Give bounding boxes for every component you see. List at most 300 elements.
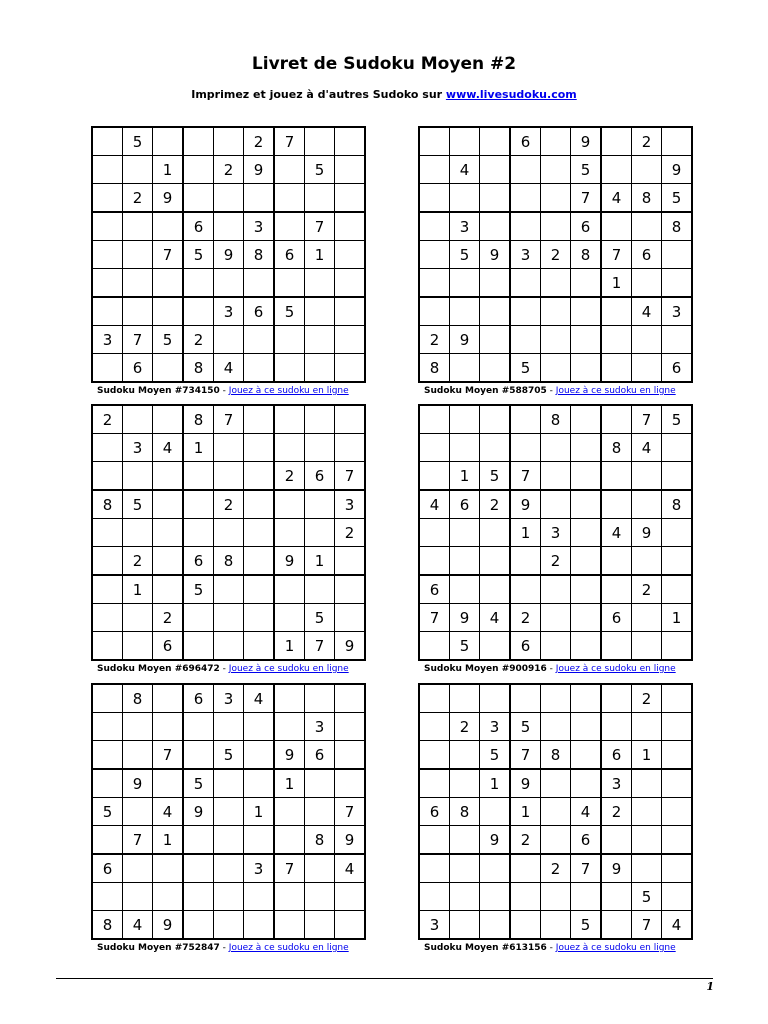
grid-cell bbox=[214, 883, 244, 911]
sudoku-grid bbox=[91, 683, 366, 940]
grid-cell: 6 bbox=[305, 741, 335, 770]
grid-cell bbox=[214, 826, 244, 855]
grid-cell: 8 bbox=[662, 490, 693, 519]
grid-cell: 9 bbox=[632, 519, 662, 547]
grid-cell bbox=[571, 632, 602, 661]
grid-cell bbox=[480, 632, 511, 661]
grid-cell bbox=[632, 462, 662, 491]
grid-cell: 2 bbox=[541, 854, 571, 883]
grid-cell bbox=[274, 519, 305, 547]
puzzle-caption bbox=[97, 664, 353, 674]
grid-cell: 2 bbox=[601, 798, 632, 826]
grid-cell: 6 bbox=[571, 826, 602, 855]
grid-row bbox=[419, 826, 692, 855]
grid-cell: 5 bbox=[450, 241, 480, 269]
grid-cell bbox=[662, 519, 693, 547]
grid-cell bbox=[335, 184, 366, 213]
grid-cell bbox=[480, 184, 511, 213]
grid-cell bbox=[214, 798, 244, 826]
grid-cell: 6 bbox=[183, 547, 214, 576]
grid-row bbox=[92, 269, 365, 298]
grid-cell: 5 bbox=[183, 241, 214, 269]
grid-row bbox=[92, 127, 365, 156]
grid-cell bbox=[305, 911, 335, 940]
grid-cell bbox=[274, 575, 305, 604]
grid-cell bbox=[305, 798, 335, 826]
grid-cell: 8 bbox=[450, 798, 480, 826]
grid-row bbox=[92, 883, 365, 911]
grid-cell bbox=[601, 713, 632, 741]
grid-cell bbox=[662, 713, 693, 741]
grid-cell: 6 bbox=[571, 212, 602, 241]
livesudoku-link[interactable]: www.livesudoku.com bbox=[445, 88, 577, 101]
grid-cell: 5 bbox=[274, 297, 305, 326]
grid-cell bbox=[601, 632, 632, 661]
grid-cell bbox=[601, 883, 632, 911]
grid-cell bbox=[571, 684, 602, 713]
grid-cell bbox=[274, 326, 305, 354]
grid-cell: 3 bbox=[123, 434, 153, 462]
grid-cell: 2 bbox=[123, 547, 153, 576]
grid-cell bbox=[92, 741, 123, 770]
grid-cell: 5 bbox=[480, 462, 511, 491]
grid-cell: 4 bbox=[450, 156, 480, 184]
grid-cell bbox=[214, 632, 244, 661]
grid-cell bbox=[450, 184, 480, 213]
grid-cell bbox=[183, 184, 214, 213]
grid-cell: 9 bbox=[450, 326, 480, 354]
grid-cell bbox=[601, 462, 632, 491]
grid-cell: 2 bbox=[510, 826, 541, 855]
grid-cell bbox=[335, 405, 366, 434]
grid-cell bbox=[510, 326, 541, 354]
grid-cell bbox=[662, 269, 693, 298]
page-subtitle bbox=[0, 88, 768, 101]
grid-cell: 2 bbox=[214, 490, 244, 519]
grid-cell bbox=[335, 911, 366, 940]
grid-cell bbox=[571, 269, 602, 298]
grid-cell bbox=[450, 769, 480, 798]
grid-cell bbox=[183, 156, 214, 184]
grid-cell bbox=[419, 184, 450, 213]
grid-cell bbox=[305, 854, 335, 883]
grid-row bbox=[419, 798, 692, 826]
grid-cell bbox=[632, 769, 662, 798]
grid-cell bbox=[541, 826, 571, 855]
grid-cell bbox=[571, 575, 602, 604]
grid-cell bbox=[450, 826, 480, 855]
grid-row bbox=[419, 490, 692, 519]
grid-cell: 4 bbox=[123, 911, 153, 940]
grid-cell bbox=[632, 826, 662, 855]
sudoku-grid bbox=[418, 126, 693, 383]
grid-cell bbox=[419, 883, 450, 911]
grid-row bbox=[92, 826, 365, 855]
grid-cell bbox=[335, 297, 366, 326]
grid-cell bbox=[541, 156, 571, 184]
play-online-link[interactable]: Jouez à ce sudoku en ligne bbox=[555, 386, 676, 396]
grid-cell: 9 bbox=[123, 769, 153, 798]
grid-cell: 4 bbox=[153, 434, 184, 462]
grid-cell bbox=[601, 826, 632, 855]
grid-cell bbox=[662, 854, 693, 883]
grid-cell bbox=[541, 575, 571, 604]
grid-cell bbox=[305, 575, 335, 604]
sudoku-puzzle-1 bbox=[91, 126, 353, 396]
grid-cell bbox=[214, 462, 244, 491]
grid-cell bbox=[244, 405, 275, 434]
grid-cell: 4 bbox=[601, 519, 632, 547]
grid-cell bbox=[153, 212, 184, 241]
grid-cell: 5 bbox=[662, 184, 693, 213]
sudoku-puzzle-2 bbox=[418, 126, 680, 396]
grid-cell bbox=[571, 769, 602, 798]
grid-cell bbox=[244, 713, 275, 741]
grid-cell: 8 bbox=[123, 684, 153, 713]
grid-cell: 3 bbox=[335, 490, 366, 519]
grid-cell bbox=[274, 434, 305, 462]
play-online-link[interactable]: Jouez à ce sudoku en ligne bbox=[228, 943, 349, 953]
grid-row bbox=[419, 462, 692, 491]
grid-cell bbox=[662, 575, 693, 604]
grid-cell bbox=[335, 684, 366, 713]
grid-cell bbox=[662, 798, 693, 826]
grid-cell: 7 bbox=[305, 632, 335, 661]
grid-cell: 1 bbox=[632, 741, 662, 770]
grid-cell: 2 bbox=[632, 684, 662, 713]
grid-cell bbox=[123, 297, 153, 326]
grid-cell bbox=[419, 269, 450, 298]
grid-cell bbox=[274, 354, 305, 383]
grid-cell bbox=[92, 547, 123, 576]
grid-cell: 2 bbox=[632, 127, 662, 156]
grid-cell bbox=[214, 604, 244, 632]
grid-cell bbox=[601, 297, 632, 326]
grid-cell bbox=[183, 462, 214, 491]
grid-cell bbox=[662, 462, 693, 491]
grid-row bbox=[419, 741, 692, 770]
grid-cell: 9 bbox=[510, 769, 541, 798]
grid-cell: 4 bbox=[419, 490, 450, 519]
grid-row bbox=[92, 297, 365, 326]
play-online-link[interactable]: Jouez à ce sudoku en ligne bbox=[555, 664, 676, 674]
grid-cell bbox=[274, 684, 305, 713]
grid-cell: 3 bbox=[601, 769, 632, 798]
grid-row bbox=[92, 604, 365, 632]
grid-cell bbox=[601, 490, 632, 519]
grid-cell: 7 bbox=[274, 127, 305, 156]
grid-cell: 1 bbox=[480, 769, 511, 798]
caption-separator: - bbox=[219, 664, 229, 674]
grid-cell bbox=[123, 604, 153, 632]
grid-cell bbox=[335, 354, 366, 383]
grid-cell bbox=[480, 798, 511, 826]
footer-divider bbox=[56, 978, 713, 979]
grid-row bbox=[92, 405, 365, 434]
grid-cell: 6 bbox=[183, 684, 214, 713]
grid-row bbox=[419, 519, 692, 547]
grid-cell bbox=[244, 741, 275, 770]
grid-cell: 9 bbox=[571, 127, 602, 156]
grid-cell bbox=[153, 883, 184, 911]
grid-cell bbox=[541, 632, 571, 661]
grid-cell: 5 bbox=[92, 798, 123, 826]
grid-row bbox=[92, 741, 365, 770]
grid-cell bbox=[214, 854, 244, 883]
grid-cell: 7 bbox=[510, 741, 541, 770]
grid-cell: 4 bbox=[662, 911, 693, 940]
grid-cell: 9 bbox=[480, 826, 511, 855]
grid-cell bbox=[662, 769, 693, 798]
grid-cell bbox=[214, 911, 244, 940]
grid-cell: 7 bbox=[123, 326, 153, 354]
grid-row bbox=[419, 241, 692, 269]
grid-cell: 7 bbox=[632, 405, 662, 434]
grid-cell bbox=[123, 156, 153, 184]
grid-cell bbox=[335, 741, 366, 770]
grid-cell bbox=[244, 269, 275, 298]
grid-cell bbox=[92, 632, 123, 661]
grid-cell bbox=[92, 826, 123, 855]
grid-cell bbox=[92, 883, 123, 911]
grid-cell bbox=[510, 911, 541, 940]
grid-cell: 6 bbox=[123, 354, 153, 383]
grid-row bbox=[92, 212, 365, 241]
grid-row bbox=[92, 911, 365, 940]
grid-cell: 1 bbox=[244, 798, 275, 826]
puzzle-caption bbox=[424, 386, 680, 396]
grid-cell bbox=[632, 490, 662, 519]
grid-cell bbox=[214, 519, 244, 547]
grid-cell bbox=[601, 911, 632, 940]
grid-cell bbox=[183, 269, 214, 298]
grid-cell bbox=[662, 241, 693, 269]
grid-cell: 1 bbox=[305, 241, 335, 269]
sudoku-puzzle-4 bbox=[418, 404, 680, 674]
grid-cell: 7 bbox=[571, 854, 602, 883]
grid-row bbox=[419, 405, 692, 434]
puzzle-caption bbox=[424, 943, 680, 953]
grid-cell: 2 bbox=[450, 713, 480, 741]
grid-cell bbox=[183, 854, 214, 883]
play-online-link[interactable]: Jouez à ce sudoku en ligne bbox=[555, 943, 676, 953]
grid-cell bbox=[571, 490, 602, 519]
grid-row bbox=[92, 684, 365, 713]
grid-cell: 2 bbox=[541, 547, 571, 576]
grid-cell bbox=[92, 713, 123, 741]
grid-cell bbox=[335, 156, 366, 184]
grid-cell bbox=[480, 684, 511, 713]
grid-cell bbox=[92, 212, 123, 241]
grid-cell bbox=[541, 326, 571, 354]
grid-cell: 1 bbox=[153, 826, 184, 855]
grid-cell bbox=[183, 632, 214, 661]
grid-cell bbox=[244, 354, 275, 383]
grid-cell: 4 bbox=[632, 434, 662, 462]
grid-cell: 8 bbox=[183, 354, 214, 383]
grid-cell bbox=[92, 684, 123, 713]
grid-cell bbox=[305, 326, 335, 354]
grid-row bbox=[419, 354, 692, 383]
grid-cell bbox=[510, 547, 541, 576]
grid-cell bbox=[335, 604, 366, 632]
grid-cell bbox=[450, 547, 480, 576]
grid-cell bbox=[183, 297, 214, 326]
grid-cell bbox=[480, 854, 511, 883]
grid-row bbox=[419, 854, 692, 883]
grid-row bbox=[419, 604, 692, 632]
play-online-link[interactable]: Jouez à ce sudoku en ligne bbox=[228, 664, 349, 674]
grid-cell bbox=[419, 405, 450, 434]
grid-cell bbox=[450, 519, 480, 547]
grid-cell bbox=[153, 575, 184, 604]
sudoku-puzzle-6 bbox=[418, 683, 680, 953]
grid-cell: 6 bbox=[450, 490, 480, 519]
caption-separator: - bbox=[546, 386, 556, 396]
grid-cell bbox=[183, 519, 214, 547]
grid-cell bbox=[244, 462, 275, 491]
grid-cell bbox=[662, 741, 693, 770]
grid-cell bbox=[123, 405, 153, 434]
grid-cell: 5 bbox=[662, 405, 693, 434]
grid-cell bbox=[662, 632, 693, 661]
grid-cell: 2 bbox=[214, 156, 244, 184]
grid-cell bbox=[480, 434, 511, 462]
grid-cell bbox=[244, 883, 275, 911]
play-online-link[interactable]: Jouez à ce sudoku en ligne bbox=[228, 386, 349, 396]
grid-cell: 1 bbox=[450, 462, 480, 491]
grid-cell bbox=[541, 434, 571, 462]
grid-cell: 7 bbox=[510, 462, 541, 491]
grid-cell bbox=[183, 741, 214, 770]
grid-cell bbox=[244, 184, 275, 213]
puzzle-id: Sudoku Moyen #588705 bbox=[424, 386, 547, 396]
grid-cell bbox=[305, 297, 335, 326]
grid-cell bbox=[183, 127, 214, 156]
grid-cell: 4 bbox=[632, 297, 662, 326]
grid-cell bbox=[274, 713, 305, 741]
grid-cell bbox=[153, 547, 184, 576]
grid-cell: 9 bbox=[153, 184, 184, 213]
grid-cell: 7 bbox=[335, 798, 366, 826]
grid-cell bbox=[510, 854, 541, 883]
grid-cell bbox=[419, 713, 450, 741]
grid-cell bbox=[510, 212, 541, 241]
grid-cell bbox=[541, 269, 571, 298]
grid-row bbox=[419, 632, 692, 661]
grid-cell bbox=[123, 713, 153, 741]
grid-cell: 9 bbox=[335, 632, 366, 661]
grid-cell bbox=[571, 326, 602, 354]
grid-cell: 6 bbox=[419, 798, 450, 826]
grid-cell bbox=[335, 547, 366, 576]
grid-cell bbox=[541, 911, 571, 940]
grid-cell bbox=[601, 405, 632, 434]
grid-cell: 3 bbox=[480, 713, 511, 741]
grid-cell bbox=[632, 547, 662, 576]
grid-cell bbox=[244, 575, 275, 604]
grid-cell bbox=[244, 911, 275, 940]
grid-cell bbox=[123, 212, 153, 241]
grid-cell bbox=[92, 241, 123, 269]
grid-cell bbox=[480, 575, 511, 604]
grid-cell bbox=[662, 434, 693, 462]
grid-cell bbox=[123, 741, 153, 770]
grid-row bbox=[92, 434, 365, 462]
grid-cell bbox=[571, 741, 602, 770]
grid-cell bbox=[92, 519, 123, 547]
grid-cell: 8 bbox=[244, 241, 275, 269]
grid-cell: 2 bbox=[153, 604, 184, 632]
grid-cell bbox=[305, 883, 335, 911]
grid-cell: 1 bbox=[662, 604, 693, 632]
grid-cell bbox=[274, 911, 305, 940]
grid-cell: 1 bbox=[274, 769, 305, 798]
grid-cell bbox=[183, 713, 214, 741]
grid-cell: 3 bbox=[214, 297, 244, 326]
grid-cell: 1 bbox=[274, 632, 305, 661]
grid-cell bbox=[153, 354, 184, 383]
grid-cell bbox=[510, 405, 541, 434]
grid-cell bbox=[274, 184, 305, 213]
grid-cell bbox=[335, 241, 366, 269]
puzzle-caption bbox=[424, 664, 680, 674]
grid-cell bbox=[480, 883, 511, 911]
grid-cell bbox=[123, 462, 153, 491]
grid-cell bbox=[305, 684, 335, 713]
grid-row bbox=[92, 184, 365, 213]
grid-cell: 6 bbox=[92, 854, 123, 883]
grid-row bbox=[419, 434, 692, 462]
grid-cell bbox=[419, 212, 450, 241]
grid-cell bbox=[214, 434, 244, 462]
grid-cell bbox=[510, 883, 541, 911]
grid-row bbox=[419, 769, 692, 798]
grid-cell: 9 bbox=[274, 741, 305, 770]
grid-cell: 6 bbox=[510, 632, 541, 661]
grid-cell bbox=[662, 826, 693, 855]
grid-cell bbox=[571, 405, 602, 434]
grid-row bbox=[419, 684, 692, 713]
grid-cell: 5 bbox=[305, 156, 335, 184]
grid-row bbox=[419, 212, 692, 241]
grid-cell bbox=[632, 354, 662, 383]
grid-cell: 2 bbox=[510, 604, 541, 632]
grid-cell bbox=[510, 184, 541, 213]
grid-cell: 5 bbox=[510, 713, 541, 741]
grid-cell bbox=[510, 684, 541, 713]
grid-cell: 5 bbox=[153, 326, 184, 354]
grid-cell bbox=[419, 297, 450, 326]
grid-cell: 9 bbox=[214, 241, 244, 269]
grid-cell: 2 bbox=[183, 326, 214, 354]
grid-cell bbox=[450, 269, 480, 298]
grid-row bbox=[92, 462, 365, 491]
grid-cell bbox=[541, 883, 571, 911]
grid-cell: 1 bbox=[305, 547, 335, 576]
caption-separator: - bbox=[546, 664, 556, 674]
grid-cell bbox=[274, 269, 305, 298]
grid-cell: 4 bbox=[335, 854, 366, 883]
sudoku-grid bbox=[91, 126, 366, 383]
grid-cell: 5 bbox=[450, 632, 480, 661]
grid-cell bbox=[274, 604, 305, 632]
grid-cell bbox=[153, 127, 184, 156]
grid-cell bbox=[419, 826, 450, 855]
grid-cell bbox=[92, 354, 123, 383]
grid-cell: 2 bbox=[244, 127, 275, 156]
grid-cell bbox=[123, 883, 153, 911]
